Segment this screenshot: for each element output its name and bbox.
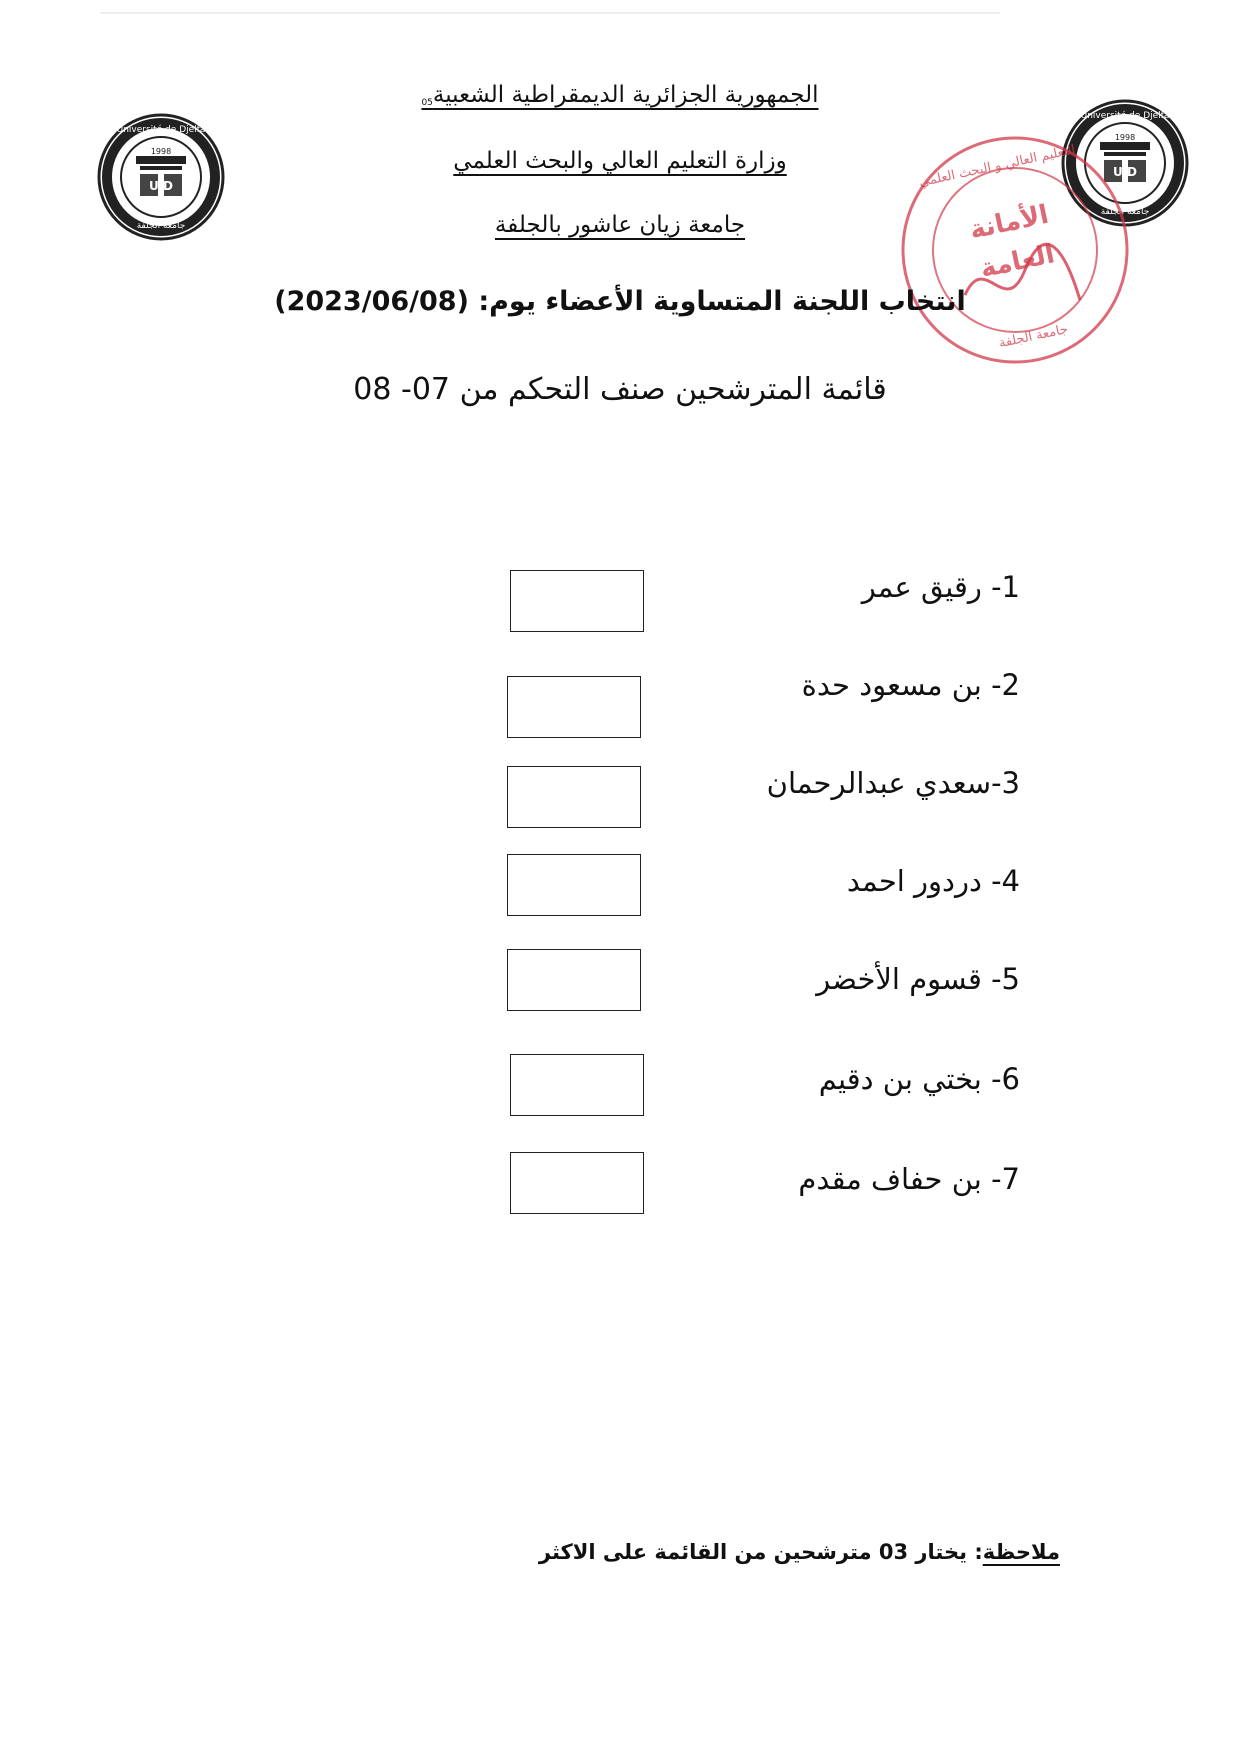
republic-header [0, 82, 1240, 108]
vote-box-5[interactable] [507, 949, 641, 1011]
logo-bottom-text-right: جامعة الجلفة [1100, 207, 1150, 217]
stamp-line-3: العامة [977, 239, 1058, 285]
logo-top-text-right: Université de Djelfa [1080, 111, 1170, 121]
candidate-label-1: 1- رقيق عمر [861, 570, 1020, 604]
candidate-label-5: 5- قسوم الأخضر [816, 962, 1020, 996]
note-label: ملاحظة [982, 1540, 1060, 1564]
republic-header-mark: 05 [421, 98, 433, 108]
note [539, 1540, 1060, 1564]
scan-artifact-line [100, 12, 1000, 14]
candidate-list-title: قائمة المترشحين صنف التحكم من 07- 08 [353, 372, 887, 407]
vote-box-4[interactable] [507, 854, 641, 916]
vote-box-1[interactable] [510, 570, 644, 632]
candidate-label-4: 4- دردور احمد [846, 864, 1020, 898]
stamp-line-1: التعليم العالي و البحث العلمي [917, 142, 1077, 191]
logo-bottom-text-left: جامعة الجلفة [136, 221, 186, 231]
republic-header-text: الجمهورية الجزائرية الديمقراطية الشعبية [432, 82, 819, 108]
candidate-label-7: 7- بن حفاف مقدم [798, 1162, 1020, 1196]
election-title: انتخاب اللجنة المتساوية الأعضاء يوم: (2023/06/08) [274, 286, 966, 317]
ministry-header: وزارة التعليم العالي والبحث العلمي [453, 148, 787, 174]
candidate-label-6: 6- بختي بن دقيم [818, 1062, 1020, 1096]
vote-box-6[interactable] [510, 1054, 644, 1116]
university-header: جامعة زيان عاشور بالجلفة [494, 212, 746, 238]
vote-box-3[interactable] [507, 766, 641, 828]
vote-box-7[interactable] [510, 1152, 644, 1214]
note-text: : يختار 03 مترشحين من القائمة على الاكثر [538, 1540, 983, 1564]
stamp-line-2: الأمانة [967, 199, 1052, 246]
candidate-label-2: 2- بن مسعود حدة [801, 668, 1020, 702]
logo-year-right: 1998 [1114, 133, 1136, 142]
candidate-label-3: 3-سعدي عبدالرحمان [766, 766, 1020, 800]
vote-box-2[interactable] [507, 676, 641, 738]
logo-letters-left: U D [149, 179, 173, 193]
logo-letters-right: U D [1113, 165, 1137, 179]
stamp-line-4: جامعة الجلفة [997, 321, 1070, 352]
logo-top-text-left: Université de Djelfa [116, 125, 206, 135]
logo-year-left: 1998 [150, 147, 172, 156]
